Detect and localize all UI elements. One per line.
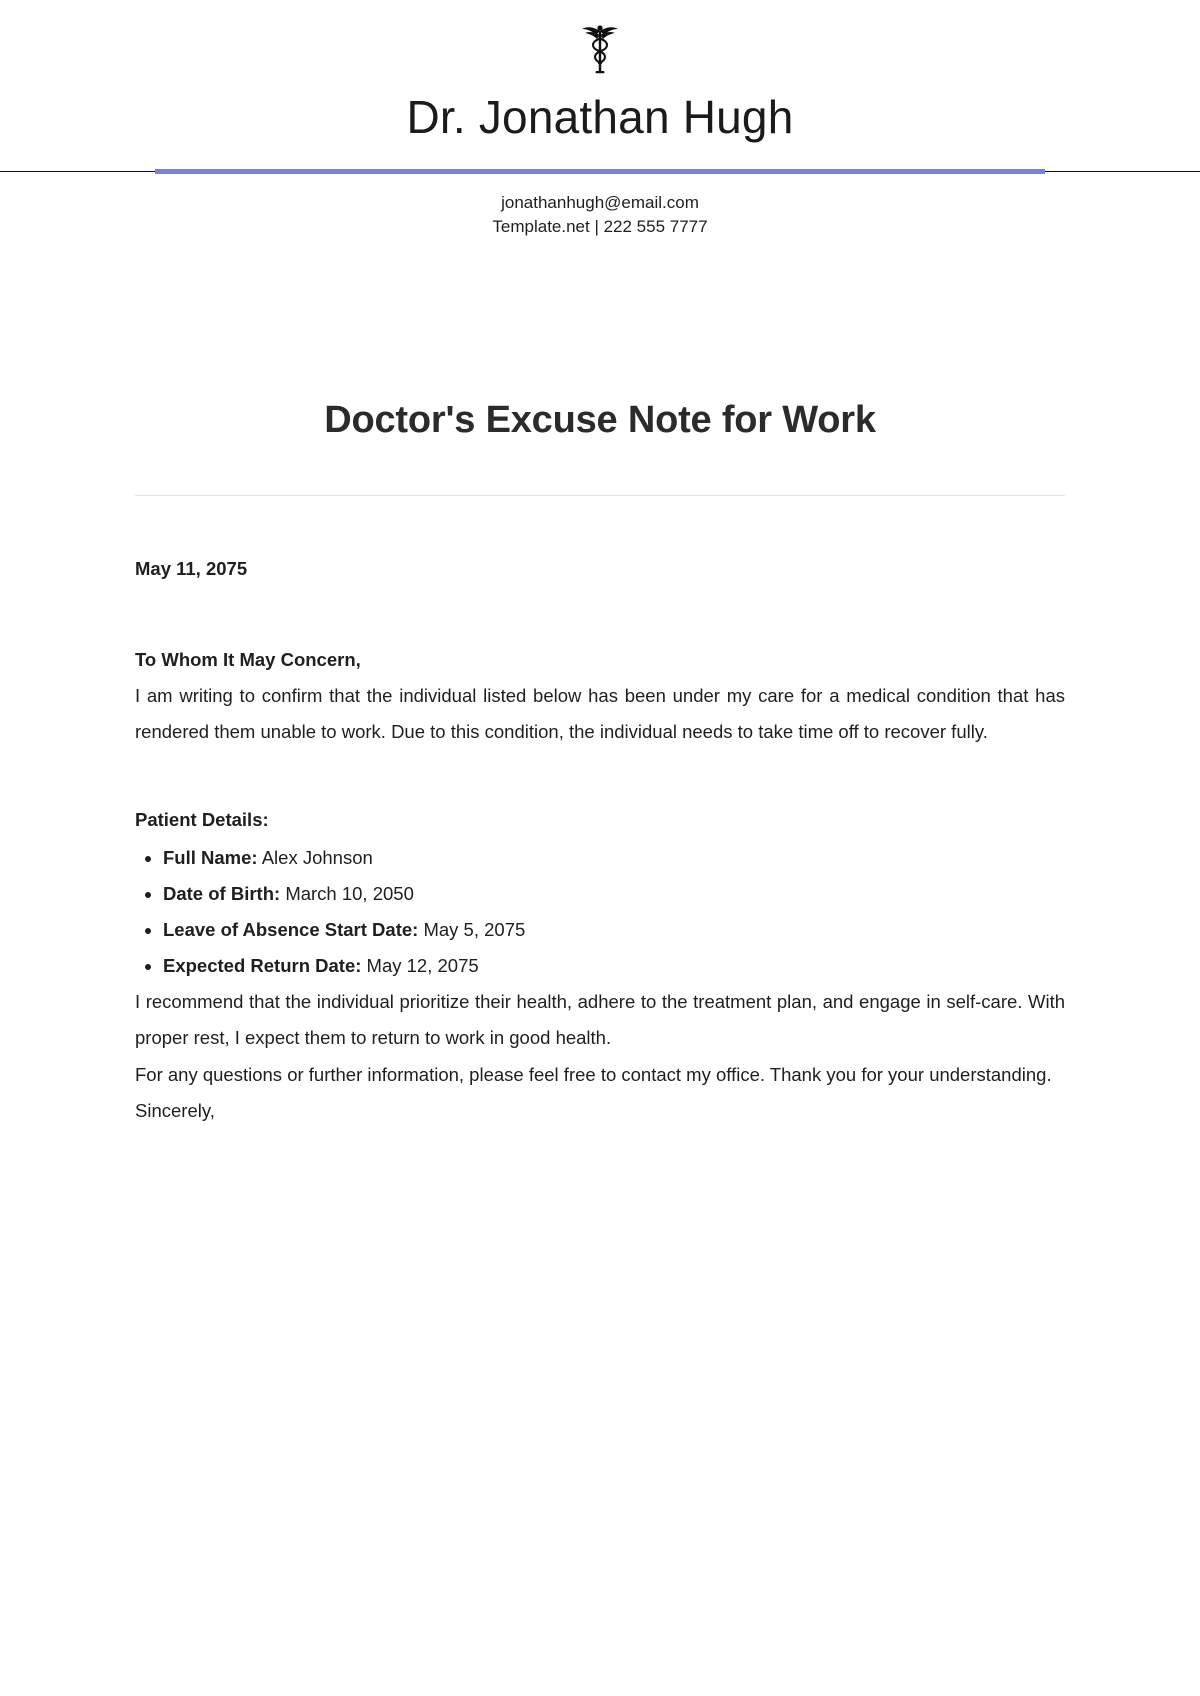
- list-item: [163, 948, 1065, 984]
- paragraph-2: I recommend that the individual prioritize their health, adhere to the treatment plan, and engage in self-care. With proper rest, I expect them to return to work in good health.: [135, 991, 1065, 1049]
- title-divider: [135, 495, 1065, 496]
- list-item: [163, 876, 1065, 912]
- contact-email: jonathanhugh@email.com: [501, 192, 699, 212]
- list-item: [163, 840, 1065, 876]
- contact-phone-line: Template.net | 222 555 7777: [492, 216, 708, 236]
- sign-off: Sincerely,: [135, 1099, 215, 1121]
- detail-value: Alex Johnson: [261, 847, 373, 869]
- doctor-name: Dr. Jonathan Hugh: [406, 91, 794, 143]
- patient-details-heading: Patient Details:: [135, 809, 269, 831]
- caduceus-icon: [577, 22, 623, 74]
- salutation: To Whom It May Concern,: [135, 648, 361, 670]
- detail-label: Date of Birth:: [163, 883, 281, 905]
- list-item: [163, 912, 1065, 948]
- paragraph-1: I am writing to confirm that the individual listed below has been under my care for a medical condition that has rendered them unable to work. Due to this condition, the individual needs to take time off to recover fully.: [135, 684, 1065, 743]
- detail-value: May 12, 2075: [366, 955, 479, 977]
- detail-label: Expected Return Date:: [163, 955, 362, 977]
- letter-date: May 11, 2075: [135, 557, 248, 579]
- paragraph-3: For any questions or further information, please feel free to contact my office. Thank you for your understanding.: [135, 1063, 1052, 1085]
- detail-label: Full Name:: [163, 847, 258, 869]
- header-rule-accent: [155, 169, 1045, 174]
- letter-body: [0, 551, 1200, 1129]
- header-rule: [0, 169, 1200, 174]
- detail-value: May 5, 2075: [423, 919, 526, 941]
- contact-block: [0, 191, 1200, 239]
- patient-details-list: [135, 840, 1065, 984]
- detail-label: Leave of Absence Start Date:: [163, 919, 419, 941]
- letterhead: [0, 0, 1200, 239]
- page-title: Doctor's Excuse Note for Work: [324, 398, 876, 441]
- detail-value: March 10, 2050: [285, 883, 414, 905]
